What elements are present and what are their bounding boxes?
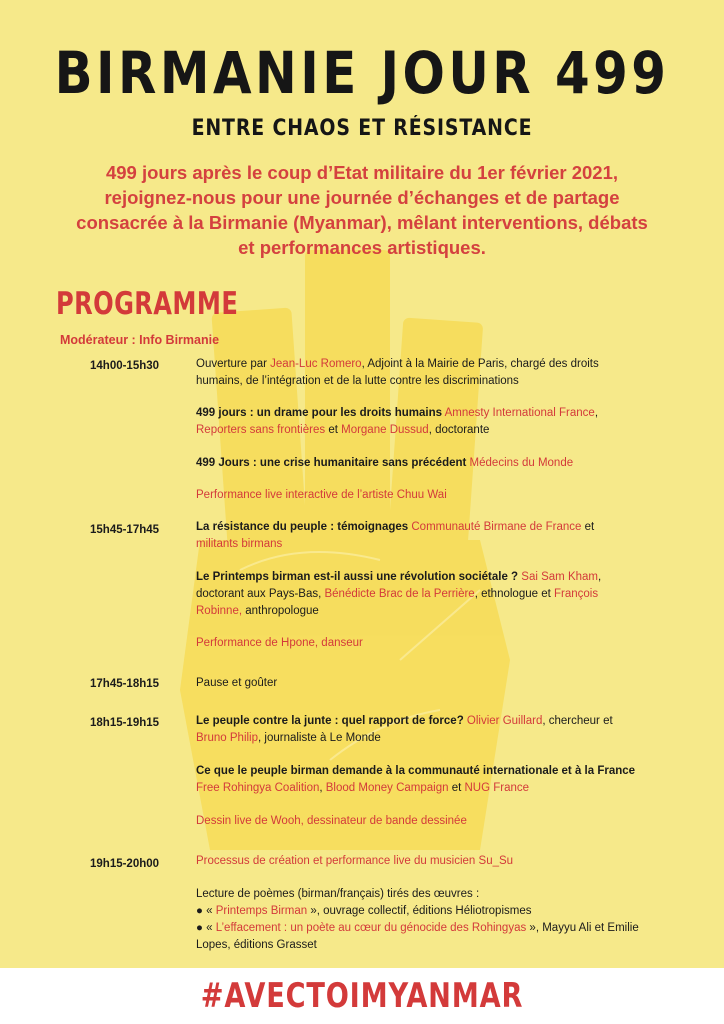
entry-humanitarian-crisis: 499 Jours : une crise humanitaire sans précédent Médecins du Monde [196,457,574,469]
speaker-name: Jean-Luc Romero [270,358,362,370]
hashtag: #AVECTOIMYANMAR [200,976,524,1016]
programme-title: PROGRAMME [56,286,239,322]
time-slot-5: 19h15-20h00 [90,858,160,870]
time-slot-2: 15h45-17h45 [90,524,160,536]
entry-spring-revolution: Le Printemps birman est-il aussi une révolution sociétale ? Sai Sam Kham, doctorant aux Pays-Bas, Bénédicte Brac de la Perrière, ethnologue et François Robinne, anthropologue [196,571,602,617]
entry-music-su-su: Processus de création et performance live du musicien Su_Su [196,855,514,867]
intro-text: 499 jours après le coup d’Etat militaire du 1er février 2021, rejoignez-nous pour une journée d’échanges et de partage consacrée à la Birmanie (Myanmar), mêlant interventions, débats et performances artistiques. [76,162,648,258]
entry-resistance: La résistance du peuple : témoignages Communauté Birmane de France et militants birmans [196,521,595,550]
entry-live-drawing: Dessin live de Wooh, dessinateur de bande dessinée [196,815,467,827]
time-slot-3: 17h45-18h15 [90,678,160,690]
entry-break: Pause et goûter [196,677,278,689]
moderator-label: Modérateur : Info Birmanie [60,333,220,347]
time-slot-4: 18h15-19h15 [90,717,160,729]
entry-international-demands: Ce que le peuple birman demande à la communauté internationale et à la France Free Rohingya Coalition, Blood Money Campaign et NUG France [196,765,636,794]
page-title: BIRMANIE JOUR 499 [54,39,670,107]
entry-people-vs-junta: Le peuple contre la junte : quel rapport de force? Olivier Guillard, chercheur et Bruno Philip, journaliste à Le Monde [196,715,613,744]
entry-performance-hpone: Performance de Hpone, danseur [196,637,363,649]
entry-poetry-reading: Lecture de poèmes (birman/français) tirés des œuvres : ● « Printemps Birman », ouvrage collectif, éditions Héliotropismes ● « L’effacement : un poète au cœur du génocide des Rohingyas », Mayyu Ali et Emilie Lopes, éditions Grasset [196,888,639,951]
page-subtitle: ENTRE CHAOS ET RÉSISTANCE [191,116,533,141]
time-slot-1: 14h00-15h30 [90,360,160,372]
entry-human-rights: 499 jours : un drame pour les droits humains Amnesty International France, Reporters sans frontières et Morgane Dussud, doctorante [196,407,599,436]
entry-performance-chuu-wai: Performance live interactive de l’artiste Chuu Wai [196,489,447,501]
entry-opening: Ouverture par Jean-Luc Romero, Adjoint à la Mairie de Paris, chargé des droits humains, de l’intégration et de la lutte contre les discriminations [196,358,599,387]
